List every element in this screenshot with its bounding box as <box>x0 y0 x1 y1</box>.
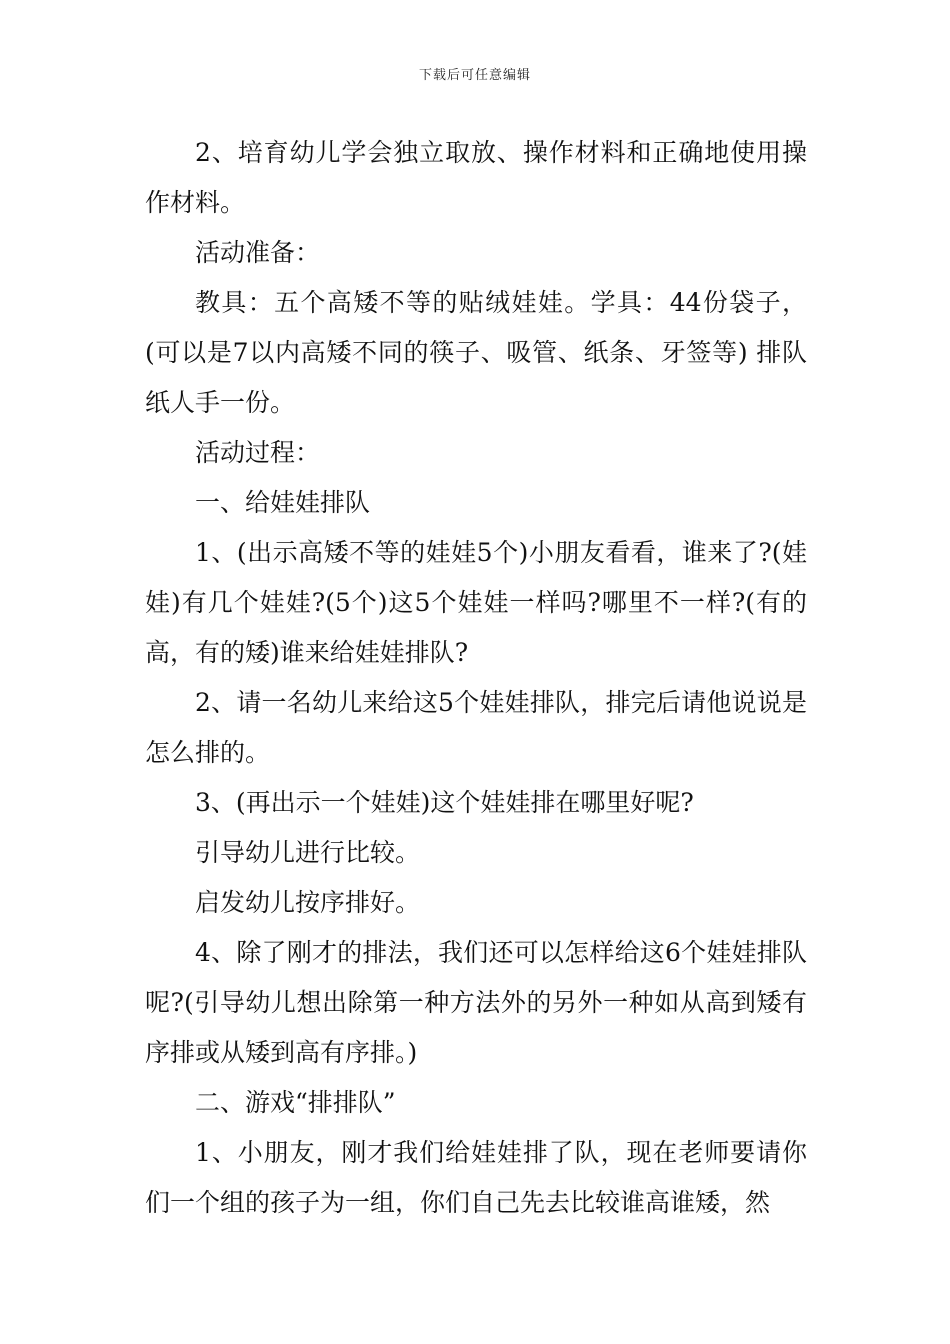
paragraph-objective-2: 2、培育幼儿学会独立取放、操作材料和正确地使用操作材料。 <box>145 138 807 217</box>
paragraph-teaching-aids: 教具：五个高矮不等的贴绒娃娃。学具：44份袋子，(可以是7以内高矮不同的筷子、吸管、纸条、牙签等) 排队纸人手一份。 <box>145 288 807 417</box>
heading-section-one: 一、给娃娃排队 <box>195 488 371 517</box>
document-body <box>145 128 807 1228</box>
heading-activity-process: 活动过程： <box>195 438 321 467</box>
paragraph-step-3: 3、(再出示一个娃娃)这个娃娃排在哪里好呢? <box>195 788 694 817</box>
page-header: 下载后可任意编辑 <box>418 68 531 83</box>
heading-section-two: 二、游戏“排排队” <box>195 1088 396 1117</box>
paragraph-step-4: 4、除了刚才的排法，我们还可以怎样给这6个娃娃排队呢?(引导幼儿想出除第一种方法外的另外一种如从高到矮有序排或从矮到高有序排。) <box>145 938 807 1067</box>
paragraph-guide-compare: 引导幼儿进行比较。 <box>195 838 421 867</box>
paragraph-step-2: 2、请一名幼儿来给这5个娃娃排队，排完后请他说说是怎么排的。 <box>145 688 807 767</box>
paragraph-inspire-order: 启发幼儿按序排好。 <box>195 888 421 917</box>
paragraph-game-step-1: 1、小朋友，刚才我们给娃娃排了队，现在老师要请你们一个组的孩子为一组，你们自己先去比较谁高谁矮，然 <box>145 1138 807 1217</box>
paragraph-step-1: 1、(出示高矮不等的娃娃5个)小朋友看看，谁来了?(娃娃)有几个娃娃?(5个)这5个娃娃一样吗?哪里不一样?(有的高，有的矮)谁来给娃娃排队? <box>145 538 807 667</box>
heading-activity-preparation: 活动准备： <box>195 238 321 267</box>
